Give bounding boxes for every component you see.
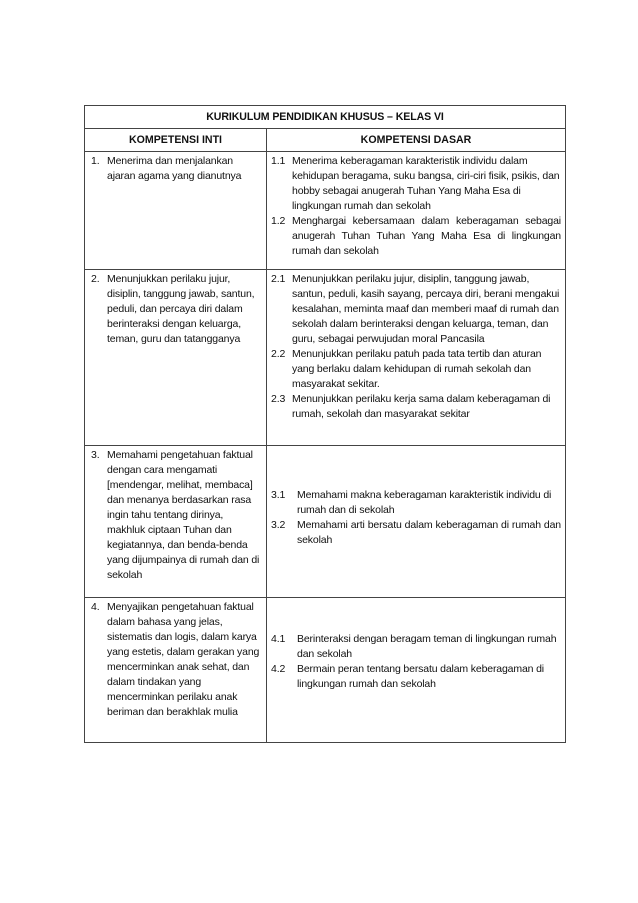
kd-text: Bermain peran tentang bersatu dalam keberagaman di lingkungan rumah dan sekolah xyxy=(297,663,544,690)
kd-number: 2.3 xyxy=(271,393,286,405)
kd-cell xyxy=(267,152,566,270)
ki-text: Menunjukkan perilaku jujur, disiplin, tanggung jawab, santun, peduli, dan percaya diri dalam berinteraksi dengan keluarga, teman, guru dan tatangganya xyxy=(107,273,255,345)
kd-text: Menerima keberagaman karakteristik individu dalam kehidupan beragama, suku bangsa, ciri-ciri fisik, psikis, dan hobby sebagai anugerah Tuhan Yang Maha Esa di lingkungan rumah dan sekolah xyxy=(292,155,560,212)
kd-number: 2.1 xyxy=(271,273,286,285)
kd-number: 4.1 xyxy=(271,633,286,645)
title-row xyxy=(85,106,566,129)
kd-cell xyxy=(267,270,566,446)
table-title: KURIKULUM PENDIDIKAN KHUSUS – KELAS VI xyxy=(85,106,566,129)
kd-number: 3.2 xyxy=(271,519,286,531)
ki-cell xyxy=(85,152,267,270)
ki-cell xyxy=(85,270,267,446)
header-kompetensi-dasar: KOMPETENSI DASAR xyxy=(267,129,566,152)
ki-text: Memahami pengetahuan faktual dengan cara mengamati [mendengar, melihat, membaca] dan menanya berdasarkan rasa ingin tahu tentang dirinya, makhluk ciptaan Tuhan dan kegiatannya, dan benda-benda yang dijumpainya di rumah dan di sekolah xyxy=(107,449,260,581)
ki-number: 2. xyxy=(91,273,100,285)
kd-cell xyxy=(267,446,566,598)
kd-number: 1.1 xyxy=(271,155,286,167)
kd-text: Memahami makna keberagaman karakteristik individu di rumah dan di sekolah xyxy=(297,489,552,516)
kd-number: 2.2 xyxy=(271,348,286,360)
table-row xyxy=(85,270,566,446)
ki-text: Menyajikan pengetahuan faktual dalam bahasa yang jelas, sistematis dan logis, dalam karya yang estetis, dalam gerakan yang mencerminkan anak sehat, dan dalam tindakan yang mencerminkan perilaku anak beriman dan berakhlak mulia xyxy=(107,601,260,718)
kd-number: 3.1 xyxy=(271,489,286,501)
kd-text: Menunjukkan perilaku jujur, disiplin, tanggung jawab, santun, peduli, kasih sayang, percaya diri, berani mengakui kesalahan, meminta maaf dan memberi maaf di rumah dan sekolah dalam berinteraksi dengan keluarga, teman, dan guru, sebagai perwujudan moral Pancasila xyxy=(292,273,560,345)
ki-cell xyxy=(85,598,267,743)
curriculum-table xyxy=(84,105,566,743)
kd-text: Menunjukkan perilaku patuh pada tata tertib dan aturan yang berlaku dalam kehidupan di rumah sekolah dan masyarakat sekitar. xyxy=(292,348,542,390)
header-row xyxy=(85,129,566,152)
header-kompetensi-inti: KOMPETENSI INTI xyxy=(85,129,267,152)
kd-number: 4.2 xyxy=(271,663,286,675)
table-row xyxy=(85,152,566,270)
ki-text: Menerima dan menjalankan ajaran agama yang dianutnya xyxy=(107,155,242,182)
ki-number: 3. xyxy=(91,449,100,461)
ki-number: 1. xyxy=(91,155,100,167)
kd-number: 1.2 xyxy=(271,215,286,227)
ki-number: 4. xyxy=(91,601,100,613)
kd-text: Memahami arti bersatu dalam keberagaman di rumah dan sekolah xyxy=(297,519,561,546)
table-row xyxy=(85,598,566,743)
table-row xyxy=(85,446,566,598)
kd-text: Menghargai kebersamaan dalam keberagaman sebagai anugerah Tuhan Tuhan Yang Maha Esa di lingkungan rumah dan sekolah xyxy=(292,215,561,257)
ki-cell xyxy=(85,446,267,598)
kd-text: Menunjukkan perilaku kerja sama dalam keberagaman di rumah, sekolah dan masyarakat sekitar xyxy=(292,393,551,420)
kd-cell xyxy=(267,598,566,743)
kd-text: Berinteraksi dengan beragam teman di lingkungan rumah dan sekolah xyxy=(297,633,557,660)
